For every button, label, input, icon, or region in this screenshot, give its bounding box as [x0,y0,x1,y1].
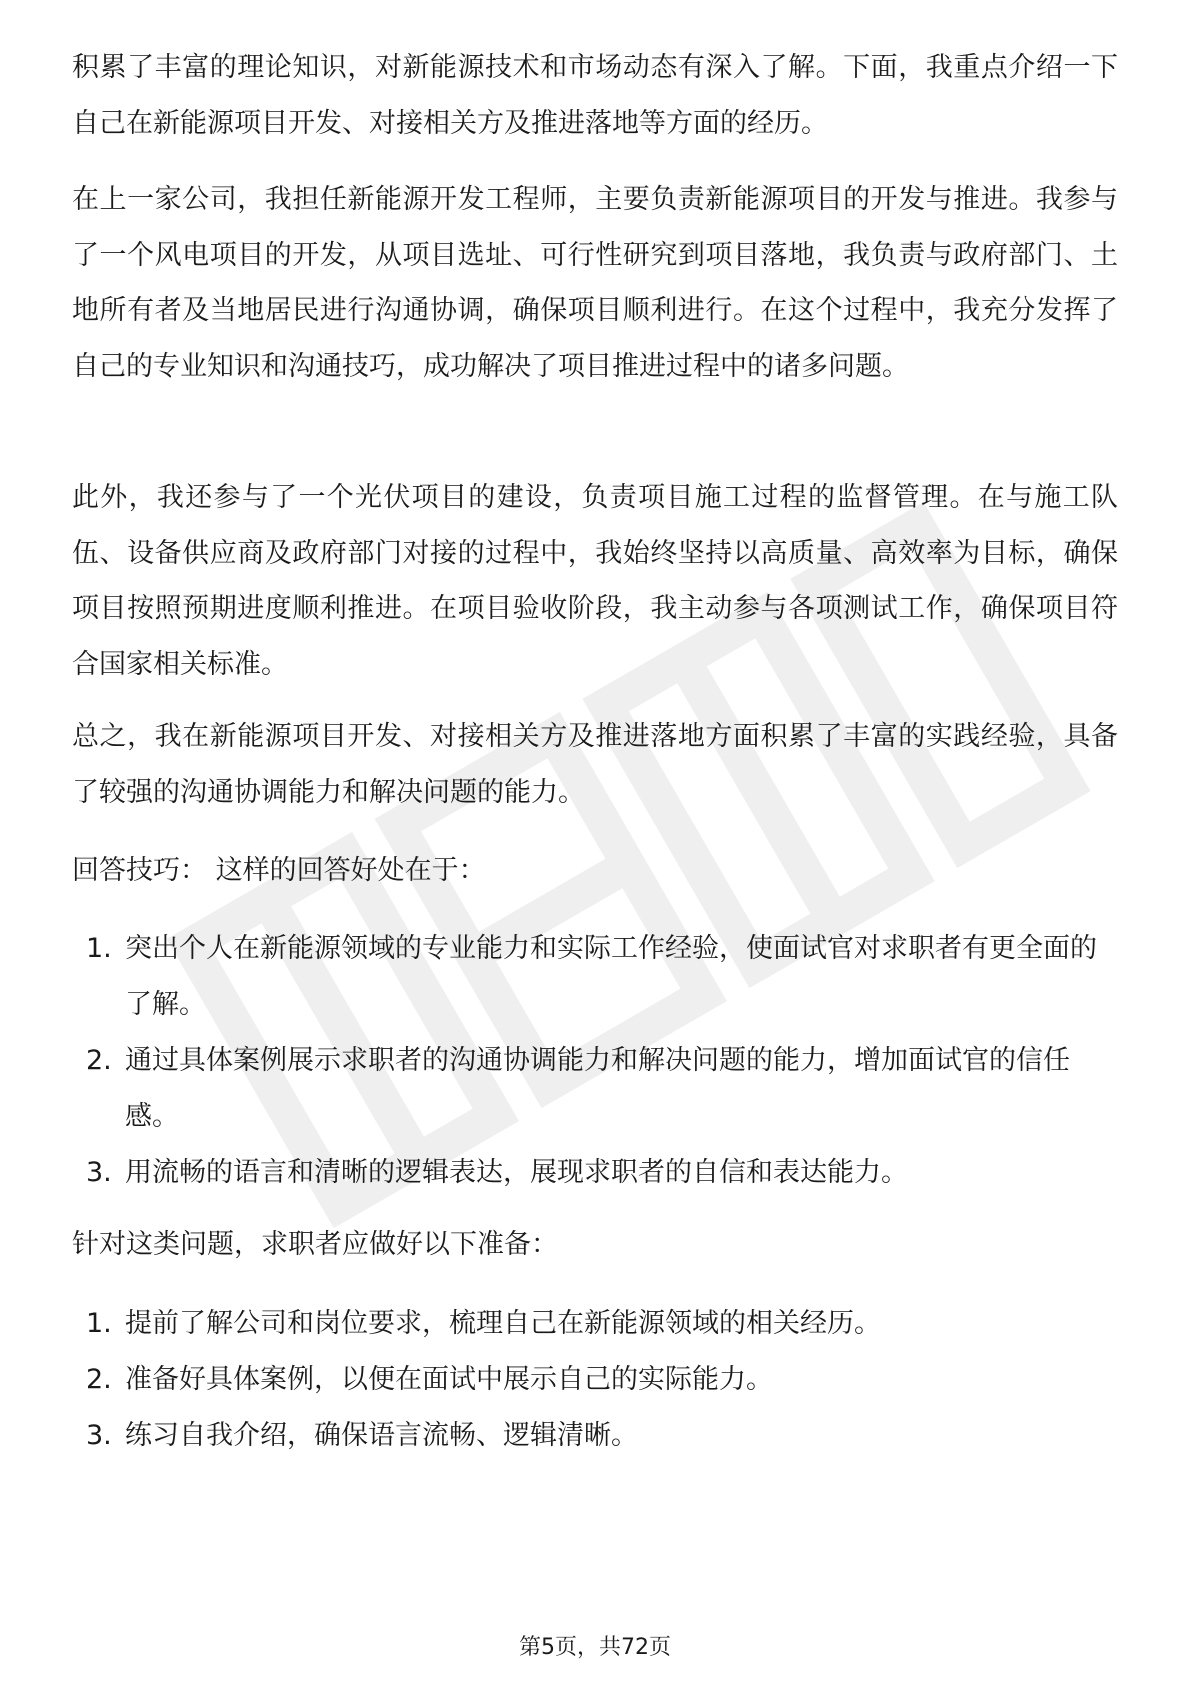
paragraph-solar-project: 此外，我还参与了一个光伏项目的建设，负责项目施工过程的监督管理。在与施工队伍、设备供应商及政府部门对接的过程中，我始终坚持以高质量、高效率为目标，确保项目按照预期进度顺利推进。在项目验收阶段，我主动参与各项测试工作，确保项目符合国家相关标准。 [72,482,1118,680]
list-item [72,1408,1118,1464]
list-text: 通过具体案例展示求职者的沟通协调能力和解决问题的能力，增加面试官的信任感。 [125,1045,1070,1132]
list-text: 准备好具体案例，以便在面试中展示自己的实际能力。 [125,1364,773,1395]
list-number: 1. [86,1308,112,1339]
list-item [72,921,1118,1033]
list-item [72,1352,1118,1408]
list-item [72,1145,1118,1201]
list-text: 突出个人在新能源领域的专业能力和实际工作经验，使面试官对求职者有更全面的了解。 [125,933,1097,1020]
list-number: 1. [86,933,112,964]
tips-heading: 回答技巧： 这样的回答好处在于： [72,855,486,886]
prep-list [72,1296,1118,1464]
tips-list [72,921,1118,1201]
paragraph-wind-project: 在上一家公司，我担任新能源开发工程师，主要负责新能源项目的开发与推进。我参与了一个风电项目的开发，从项目选址、可行性研究到项目落地，我负责与政府部门、土地所有者及当地居民进行沟通协调，确保项目顺利进行。在这个过程中，我充分发挥了自己的专业知识和沟通技巧，成功解决了项目推进过程中的诸多问题。 [72,184,1118,382]
list-text: 练习自我介绍，确保语言流畅、逻辑清晰。 [125,1420,638,1451]
list-text: 提前了解公司和岗位要求，梳理自己在新能源领域的相关经历。 [125,1308,881,1339]
list-number: 2. [86,1364,112,1395]
list-number: 3. [86,1420,112,1451]
page-footer: 第5页，共72页 [519,1635,671,1660]
prep-heading: 针对这类问题，求职者应做好以下准备： [72,1229,558,1260]
list-text: 用流畅的语言和清晰的逻辑表达，展现求职者的自信和表达能力。 [125,1157,908,1188]
paragraph-intro: 积累了丰富的理论知识，对新能源技术和市场动态有深入了解。下面，我重点介绍一下自己在新能源项目开发、对接相关方及推进落地等方面的经历。 [72,52,1118,139]
list-number: 2. [86,1045,112,1076]
paragraph-summary: 总之，我在新能源项目开发、对接相关方及推进落地方面积累了丰富的实践经验，具备了较强的沟通协调能力和解决问题的能力。 [72,721,1118,808]
list-item [72,1296,1118,1352]
list-number: 3. [86,1157,112,1188]
list-item [72,1033,1118,1145]
